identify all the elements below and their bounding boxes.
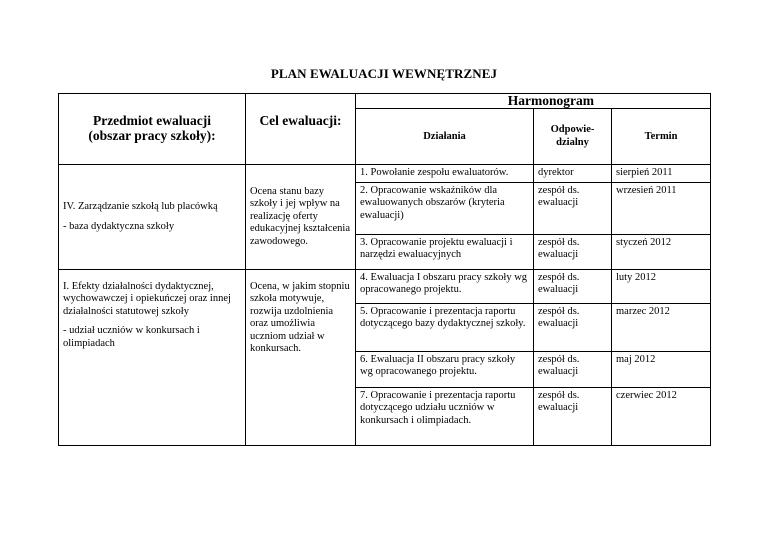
term-text: styczeń 2012 <box>616 237 672 248</box>
action-text: 7. Opracowanie i prezentacja raportu dotyczącego udziału uczniów w konkursach i olimpiadach. <box>360 390 516 426</box>
header-subject-line2: (obszar pracy szkoły): <box>88 128 216 143</box>
group-subject-main: IV. Zarządzanie szkołą lub placówką <box>63 201 218 213</box>
action-text: 1. Powołanie zespołu ewaluatorów. <box>360 167 509 178</box>
header-schedule <box>356 94 711 109</box>
term-text: marzec 2012 <box>616 306 670 317</box>
action-cell <box>356 388 534 446</box>
responsible-text: zespół ds. ewaluacji <box>538 390 580 414</box>
header-actions <box>356 109 534 165</box>
responsible-text: zespół ds. ewaluacji <box>538 354 580 378</box>
term-cell <box>612 388 711 446</box>
term-cell <box>612 165 711 183</box>
group-goal <box>246 270 356 446</box>
document-title: PLAN EWALUACJI WEWNĘTRZNEJ <box>270 66 498 81</box>
responsible-cell <box>534 388 612 446</box>
header-actions-label: Działania <box>423 131 466 142</box>
header-responsible-line1: Odpowie- <box>550 124 595 135</box>
responsible-text: zespół ds. ewaluacji <box>538 306 580 330</box>
term-cell <box>612 270 711 304</box>
header-term <box>612 109 711 165</box>
group-goal-text: Ocena, w jakim stopniu szkoła motywuje, rozwija uzdolnienia oraz umożliwia uczniom udział w konkursach. <box>250 281 350 355</box>
responsible-cell <box>534 165 612 183</box>
term-cell <box>612 183 711 235</box>
responsible-cell <box>534 270 612 304</box>
header-subject-line1: Przedmiot ewaluacji <box>92 113 212 128</box>
action-text: 2. Opracowanie wskaźników dla ewaluowanych obszarów (kryteria ewaluacji) <box>360 185 505 221</box>
term-text: sierpień 2011 <box>616 167 673 178</box>
responsible-cell <box>534 352 612 388</box>
term-text: czerwiec 2012 <box>616 390 677 401</box>
table-row <box>59 270 711 304</box>
group-subject <box>59 165 246 270</box>
header-goal-label: Cel ewaluacji: <box>259 113 342 128</box>
header-goal <box>246 94 356 165</box>
term-cell <box>612 352 711 388</box>
responsible-text: zespół ds. ewaluacji <box>538 272 580 296</box>
header-row <box>59 94 711 109</box>
term-text: wrzesień 2011 <box>616 185 677 196</box>
action-cell <box>356 165 534 183</box>
action-cell <box>356 183 534 235</box>
header-subject <box>59 94 246 165</box>
responsible-cell <box>534 183 612 235</box>
action-text: 5. Opracowanie i prezentacja raportu dotyczącego bazy dydaktycznej szkoły. <box>360 306 526 330</box>
responsible-text: zespół ds. ewaluacji <box>538 237 580 261</box>
responsible-cell <box>534 235 612 270</box>
evaluation-plan-table <box>58 93 711 446</box>
header-responsible <box>534 109 612 165</box>
action-cell <box>356 235 534 270</box>
responsible-text: zespół ds. ewaluacji <box>538 185 580 209</box>
group-subject-detail: - udział uczniów w konkursach i olimpiadach <box>63 325 200 349</box>
term-text: maj 2012 <box>616 354 656 365</box>
term-cell <box>612 235 711 270</box>
group-goal <box>246 165 356 270</box>
action-text: 6. Ewaluacja II obszaru pracy szkoły wg opracowanego projektu. <box>360 354 516 378</box>
header-term-label: Termin <box>644 131 678 142</box>
group-subject <box>59 270 246 446</box>
action-cell <box>356 304 534 352</box>
header-responsible-line2: dzialny <box>556 137 589 148</box>
header-schedule-label: Harmonogram <box>507 93 595 108</box>
responsible-text: dyrektor <box>538 167 574 178</box>
group-subject-main: I. Efekty działalności dydaktycznej, wychowawczej i opiekuńczej oraz innej działalności statutowej szkoły <box>63 281 231 317</box>
table-row <box>59 165 711 183</box>
term-text: luty 2012 <box>616 272 656 283</box>
term-cell <box>612 304 711 352</box>
action-cell <box>356 352 534 388</box>
responsible-cell <box>534 304 612 352</box>
action-text: 3. Opracowanie projektu ewaluacji i narzędzi ewaluacyjnych <box>360 237 513 261</box>
group-subject-detail: - baza dydaktyczna szkoły <box>63 220 175 232</box>
group-goal-text: Ocena stanu bazy szkoły i jej wpływ na realizację oferty edukacyjnej kształcenia zawodowego. <box>250 185 350 247</box>
action-cell <box>356 270 534 304</box>
action-text: 4. Ewaluacja I obszaru pracy szkoły wg opracowanego projektu. <box>360 272 528 296</box>
